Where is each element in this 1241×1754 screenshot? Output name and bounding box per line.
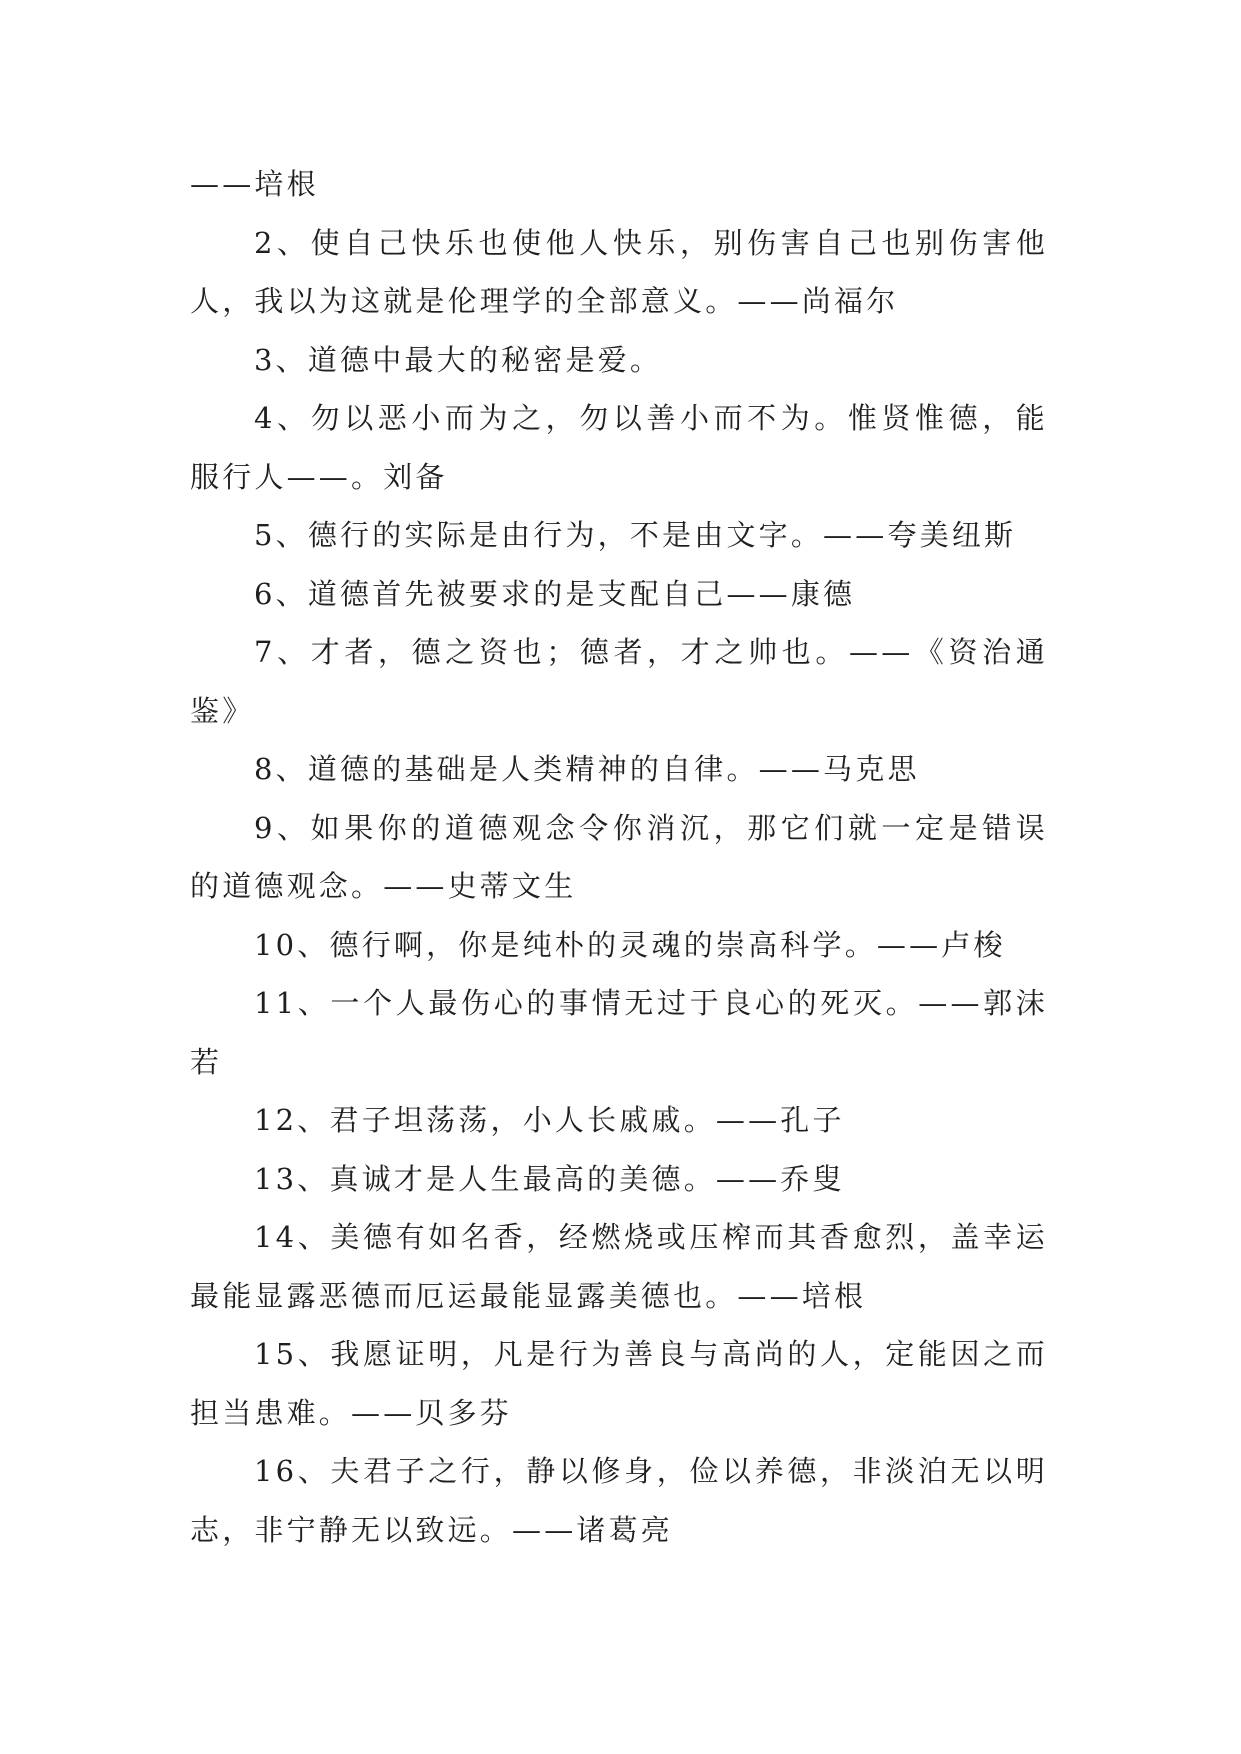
quote-3: 3、道德中最大的秘密是爱。 — [254, 342, 663, 377]
quote-11: 11、一个人最伤心的事情无过于良心的死灭。——郭沫若 — [190, 986, 1048, 1079]
quote-14: 14、美德有如名香，经燃烧或压榨而其香愈烈，盖幸运最能显露恶德而厄运最能显露美德也。——培根 — [190, 1220, 1048, 1313]
document-body — [190, 155, 1048, 1559]
quote-8: 8、道德的基础是人类精神的自律。——马克思 — [254, 752, 920, 786]
quote-4: 4、勿以恶小而为之，勿以善小而不为。惟贤惟德，能服行人——。刘备 — [190, 401, 1048, 494]
quote-9: 9、如果你的道德观念令你消沉，那它们就一定是错误的道德观念。——史蒂文生 — [190, 810, 1048, 903]
quote-15: 15、我愿证明，凡是行为善良与高尚的人，定能因之而担当患难。——贝多芬 — [190, 1337, 1048, 1430]
quote-16: 16、夫君子之行，静以修身，俭以养德，非淡泊无以明志，非宁静无以致远。——诸葛亮 — [190, 1454, 1048, 1547]
quote-10: 10、德行啊，你是纯朴的灵魂的崇高科学。——卢梭 — [254, 927, 1006, 962]
quote-13: 13、真诚才是人生最高的美德。——乔叟 — [254, 1161, 845, 1196]
paragraph-continuation: ——培根 — [190, 167, 319, 201]
quote-6: 6、道德首先被要求的是支配自己——康德 — [254, 576, 856, 611]
quote-12: 12、君子坦荡荡，小人长戚戚。——孔子 — [254, 1103, 845, 1137]
quote-2: 2、使自己快乐也使他人快乐，别伤害自己也别伤害他人，我以为这就是伦理学的全部意义。——尚福尔 — [190, 225, 1048, 318]
quote-7: 7、才者，德之资也；德者，才之帅也。——《资治通鉴》 — [190, 635, 1048, 728]
quote-5: 5、德行的实际是由行为，不是由文字。——夸美纽斯 — [254, 518, 1017, 552]
